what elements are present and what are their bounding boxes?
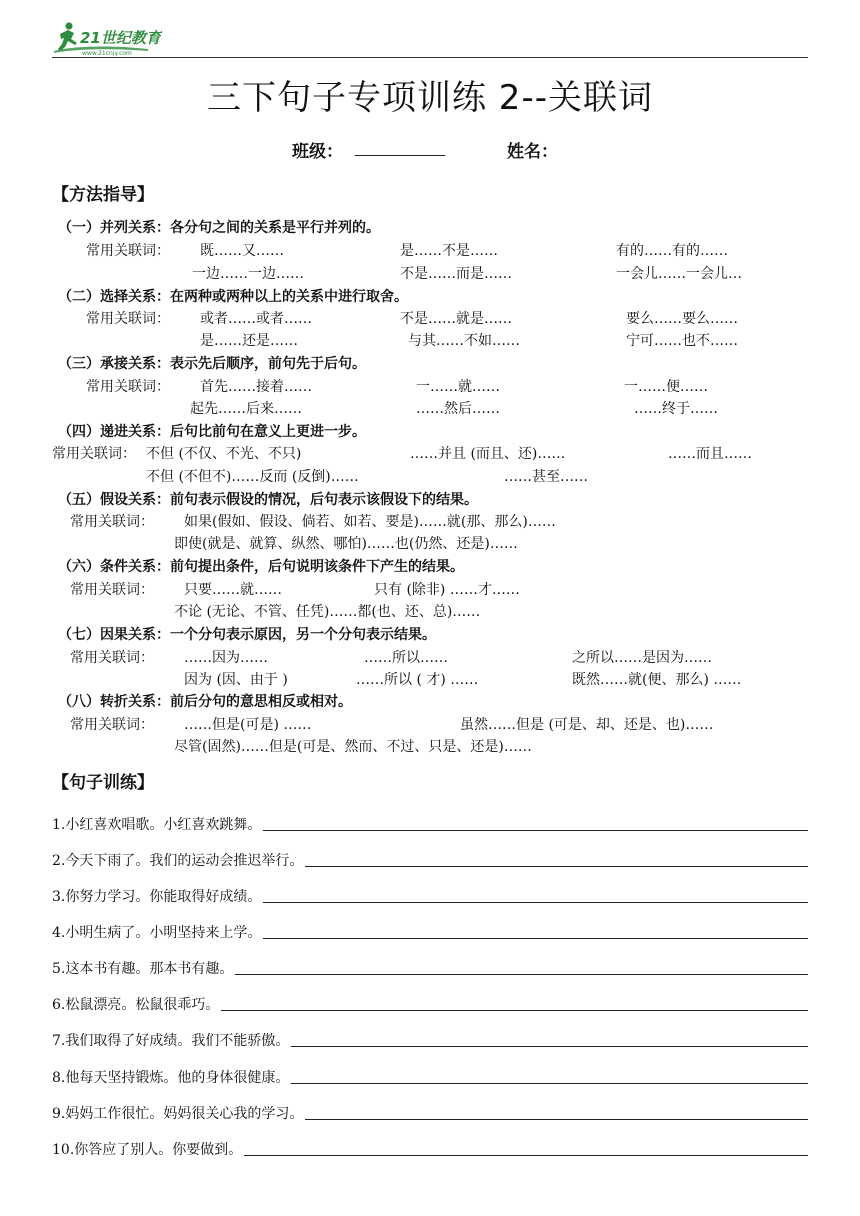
conjunction: 有的……有的……: [616, 243, 728, 259]
exercise-question: 5.这本书有趣。那本书有趣。: [52, 961, 234, 977]
category-title: （三）承接关系：表示先后顺序，前句先于后句。: [58, 356, 366, 372]
answer-line[interactable]: [263, 902, 808, 903]
conjunction: 与其……不如……: [408, 333, 520, 349]
exercise-item: [52, 922, 808, 942]
category-title: （五）假设关系：前句表示假设的情况，后句表示该假设下的结果。: [58, 492, 478, 508]
conjunction: 如果(假如、假设、倘若、如若、要是)……就(那、那么)……: [184, 514, 556, 530]
training-heading: 【句子训练】: [52, 773, 154, 793]
conjunction: 一……便……: [624, 379, 708, 395]
conjunction: 首先……接着……: [200, 379, 312, 395]
conjunction: 只要……就……: [184, 582, 282, 598]
answer-line[interactable]: [263, 830, 808, 831]
conjunction: 不是……而是……: [400, 266, 512, 282]
conjunction: 不但 (不但不)……反而 (反倒)……: [146, 469, 359, 485]
conjunction: 尽管(固然)……但是(可是、然而、不过、只是、还是)……: [174, 739, 532, 755]
answer-line[interactable]: [263, 938, 808, 939]
answer-line[interactable]: [291, 1046, 808, 1047]
class-field[interactable]: [355, 141, 445, 156]
class-label: 班级：: [292, 142, 343, 162]
conjunction: 是……不是……: [400, 243, 498, 259]
exercise-question: 9.妈妈工作很忙。妈妈很关心我的学习。: [52, 1106, 304, 1122]
conjunction: 一……就……: [416, 379, 500, 395]
conjunction: 因为 (因、由于 ): [184, 672, 288, 688]
conjunction: 要么……要么……: [626, 311, 738, 327]
exercise-question: 2.今天下雨了。我们的运动会推迟举行。: [52, 853, 304, 869]
conjunction: 一边……一边……: [192, 266, 304, 282]
answer-line[interactable]: [235, 974, 808, 975]
conjunction: 不但 (不仅、不光、不只): [146, 446, 302, 462]
svg-text:www.21cnjy.com: www.21cnjy.com: [82, 50, 132, 56]
site-logo: [52, 20, 162, 56]
exercise-question: 1.小红喜欢唱歌。小红喜欢跳舞。: [52, 817, 262, 833]
conjunction: 是……还是……: [200, 333, 298, 349]
conjunction: ……并且 (而且、还)……: [410, 446, 566, 462]
category-label: 常用关联词：: [86, 311, 170, 327]
exercise-item: [52, 1030, 808, 1050]
exercise-question: 10.你答应了别人。你要做到。: [52, 1142, 243, 1158]
category-title: （六）条件关系：前句提出条件，后句说明该条件下产生的结果。: [58, 559, 464, 575]
conjunction: 不是……就是……: [400, 311, 512, 327]
category-label: 常用关联词：: [86, 243, 170, 259]
conjunction: ……所以 ( 才) ……: [356, 672, 479, 688]
exercise-question: 8.他每天坚持锻炼。他的身体很健康。: [52, 1070, 290, 1086]
conjunction: ……甚至……: [504, 469, 588, 485]
header-divider: [52, 57, 808, 58]
answer-line[interactable]: [221, 1010, 808, 1011]
category-label: 常用关联词：: [70, 717, 154, 733]
answer-line[interactable]: [305, 1119, 808, 1120]
conjunction: 不论 (无论、不管、任凭)……都(也、还、总)……: [174, 604, 481, 620]
category-label: 常用关联词：: [70, 582, 154, 598]
conjunction: 之所以……是因为……: [572, 650, 712, 666]
exercise-question: 4.小明生病了。小明坚持来上学。: [52, 925, 262, 941]
conjunction: ……然后……: [416, 401, 500, 417]
svg-text:21世纪教育: 21世纪教育: [80, 29, 161, 47]
exercise-item: [52, 886, 808, 906]
exercise-item: [52, 814, 808, 834]
conjunction: 宁可……也不……: [626, 333, 738, 349]
category-label: 常用关联词：: [70, 514, 154, 530]
answer-line[interactable]: [244, 1155, 808, 1156]
category-label: 常用关联词：: [70, 650, 154, 666]
category-title: （一）并列关系：各分句之间的关系是平行并列的。: [58, 220, 380, 236]
answer-line[interactable]: [291, 1083, 808, 1084]
exercise-item: [52, 1139, 808, 1159]
category-title: （二）选择关系：在两种或两种以上的关系中进行取舍。: [58, 289, 408, 305]
category-title: （七）因果关系：一个分句表示原因，另一个分句表示结果。: [58, 627, 436, 643]
exercise-item: [52, 994, 808, 1014]
exercise-item: [52, 958, 808, 978]
exercise-item: [52, 1103, 808, 1123]
conjunction: 既然……就(便、那么) ……: [572, 672, 742, 688]
exercise-question: 3.你努力学习。你能取得好成绩。: [52, 889, 262, 905]
exercise-question: 6.松鼠漂亮。松鼠很乖巧。: [52, 997, 220, 1013]
exercise-item: [52, 1067, 808, 1087]
category-label: 常用关联词：: [86, 379, 170, 395]
conjunction: 起先……后来……: [190, 401, 302, 417]
category-label: 常用关联词：: [52, 446, 136, 462]
conjunction: 一会儿……一会儿…: [616, 266, 742, 282]
conjunction: ……所以……: [364, 650, 448, 666]
category-title: （八）转折关系：前后分句的意思相反或相对。: [58, 694, 352, 710]
exercise-question: 7.我们取得了好成绩。我们不能骄傲。: [52, 1033, 290, 1049]
name-label: 姓名：: [507, 142, 558, 162]
conjunction: 即使(就是、就算、纵然、哪怕)……也(仍然、还是)……: [174, 536, 518, 552]
page-title: 三下句子专项训练 2--关联词: [207, 78, 653, 118]
conjunction: ……但是(可是) ……: [184, 717, 312, 733]
conjunction: 既……又……: [200, 243, 284, 259]
category-title: （四）递进关系：后句比前句在意义上更进一步。: [58, 424, 366, 440]
conjunction: ……终于……: [634, 401, 718, 417]
exercise-item: [52, 850, 808, 870]
conjunction: 虽然……但是 (可是、却、还是、也)……: [460, 717, 714, 733]
conjunction: 只有 (除非) ……才……: [374, 582, 520, 598]
conjunction: ……而且……: [668, 446, 752, 462]
answer-line[interactable]: [305, 866, 808, 867]
conjunction: ……因为……: [184, 650, 268, 666]
conjunction: 或者……或者……: [200, 311, 312, 327]
method-heading: 【方法指导】: [52, 185, 154, 205]
